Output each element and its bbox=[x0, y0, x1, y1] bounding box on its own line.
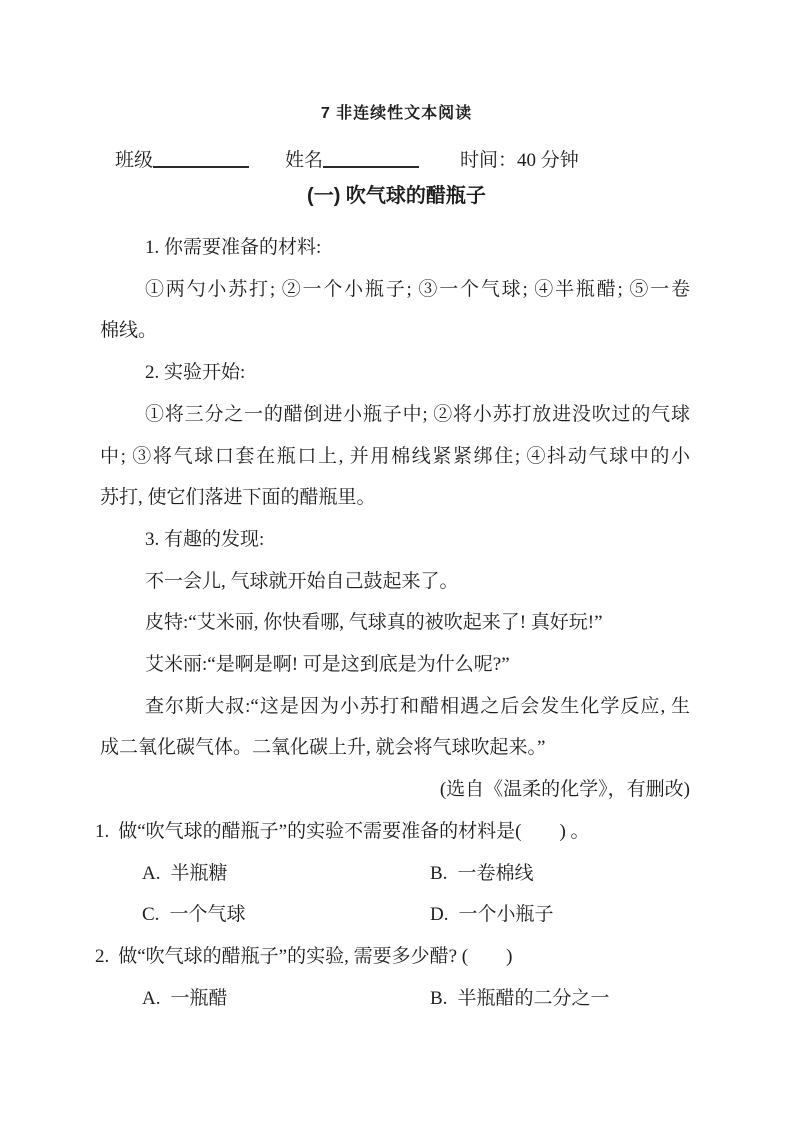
question-number: 1. bbox=[95, 820, 110, 842]
option-1a bbox=[142, 853, 430, 895]
question-text: 做“吹气球的醋瓶子”的实验不需要准备的材料是( ) 。 bbox=[118, 820, 590, 842]
option-label: C. bbox=[142, 904, 160, 926]
option-label: B. bbox=[430, 862, 448, 884]
option-text: 一卷棉线 bbox=[457, 862, 534, 884]
passage-line: ①将三分之一的醋倒进小瓶子中; ②将小苏打放进没吹过的气球 bbox=[145, 403, 690, 425]
source-note: (选自《温柔的化学》，有删改) bbox=[439, 779, 690, 801]
question-1 bbox=[95, 811, 690, 853]
name-field bbox=[285, 148, 419, 174]
passage-line: 艾米丽:“是啊是啊! 可是这到底是为什么呢?” bbox=[145, 654, 510, 676]
option-text: 一个气球 bbox=[169, 904, 246, 926]
time-label: 时间： bbox=[460, 150, 518, 171]
passage-line: 皮特:“艾米丽, 你快看哪, 气球真的被吹起来了! 真好玩!” bbox=[145, 612, 603, 634]
passage-line: 棉线。 bbox=[100, 320, 158, 342]
passage bbox=[100, 227, 690, 811]
passage-line: 1. 你需要准备的材料: bbox=[145, 237, 322, 258]
option-row bbox=[95, 853, 690, 895]
name-label: 姓名 bbox=[285, 150, 324, 171]
passage-line: 查尔斯大叔:“这是因为小苏打和醋相遇之后会发生化学反应, 生 bbox=[145, 695, 690, 717]
question-text: 做“吹气球的醋瓶子”的实验, 需要多少醋? ( ) bbox=[118, 945, 513, 967]
passage-line: 3. 有趣的发现: bbox=[145, 528, 265, 550]
page-title: 7 非连续性文本阅读 bbox=[320, 105, 473, 122]
question-number: 2. bbox=[95, 945, 110, 967]
option-1b bbox=[430, 853, 533, 895]
header-fields bbox=[0, 148, 793, 174]
option-row bbox=[95, 894, 690, 936]
time-field bbox=[460, 148, 579, 174]
option-1c bbox=[142, 894, 430, 936]
option-2b bbox=[430, 978, 609, 1020]
passage-line: 苏打, 使它们落进下面的醋瓶里。 bbox=[100, 487, 376, 509]
passage-line: 中; ③将气球口套在瓶口上, 并用棉线紧紧绑住; ④抖动气球中的小 bbox=[100, 445, 690, 467]
option-label: A. bbox=[142, 987, 161, 1009]
option-text: 一个小瓶子 bbox=[458, 904, 554, 926]
option-text: 半瓶糖 bbox=[170, 862, 228, 884]
option-label: A. bbox=[142, 862, 161, 884]
passage-line: 不一会儿, 气球就开始自己鼓起来了。 bbox=[145, 570, 459, 592]
option-1d bbox=[430, 894, 554, 936]
option-text: 半瓶醋的二分之一 bbox=[457, 987, 610, 1009]
option-text: 一瓶醋 bbox=[170, 987, 228, 1009]
option-2a bbox=[142, 978, 430, 1020]
passage-line: 成二氧化碳气体。二氧化碳上升, 就会将气球吹起来。” bbox=[100, 737, 546, 759]
questions bbox=[95, 811, 690, 1020]
class-field bbox=[115, 148, 249, 174]
time-value: 40 分钟 bbox=[517, 150, 579, 171]
class-label: 班级 bbox=[115, 150, 154, 171]
class-blank-line bbox=[153, 148, 249, 168]
option-row bbox=[95, 978, 690, 1020]
option-label: D. bbox=[430, 904, 449, 926]
option-label: B. bbox=[430, 987, 448, 1009]
question-2 bbox=[95, 936, 690, 978]
name-blank-line bbox=[323, 148, 419, 168]
section-title: (一) 吹气球的醋瓶子 bbox=[307, 185, 486, 207]
passage-line: ①两勺小苏打; ②一个小瓶子; ③一个气球; ④半瓶醋; ⑤一卷 bbox=[145, 278, 690, 300]
passage-line: 2. 实验开始: bbox=[145, 362, 246, 384]
